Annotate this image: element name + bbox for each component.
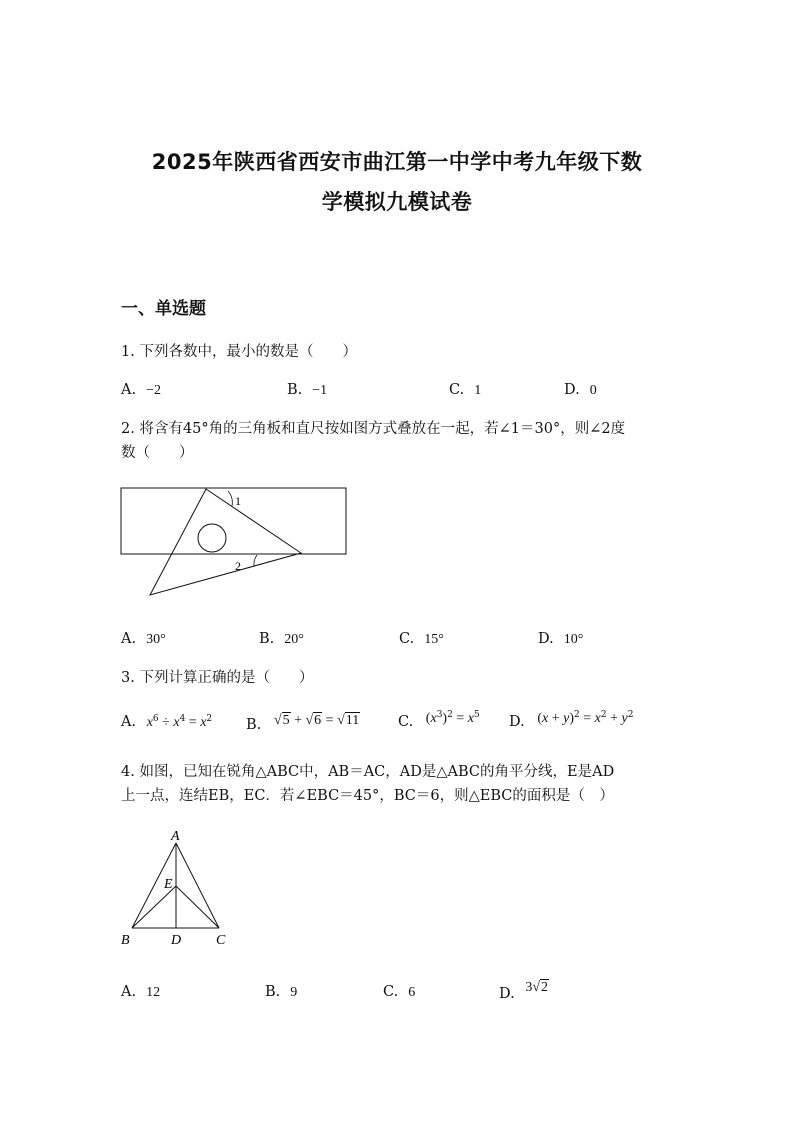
- segment-eb: [132, 886, 176, 928]
- q3-option-c-formula: (x3)2 = x5: [425, 710, 480, 726]
- paper-title-line2: 学模拟九模试卷: [321, 190, 473, 214]
- q3-option-a: A. $x^6 \div x^4 = x^2$: [121, 714, 213, 730]
- q4-option-b: B. 9: [265, 984, 298, 1000]
- question-2-stem-line2: 数（ ）: [121, 445, 194, 461]
- point-a-label: A: [171, 829, 180, 844]
- angle-2-label: 2: [235, 559, 241, 573]
- q3-option-b: B. √5 + √6 = √11: [246, 713, 360, 733]
- q1-option-c: C. 1: [449, 382, 482, 398]
- q3-option-a-formula: $x^6 \div x^4 = x^2$: [146, 714, 213, 730]
- q3-option-d-formula: (x + y)2 = x2 + y2: [537, 710, 634, 726]
- q2-option-a: A. 30°: [121, 631, 166, 647]
- question-4-stem-line2: 上一点，连结EB，EC．若∠EBC＝45°，BC＝6，则△EBC的面积是（ ）: [121, 788, 614, 804]
- q3-option-b-formula: √5 + √6 = √11: [273, 713, 360, 728]
- set-square-hole: [198, 524, 226, 552]
- point-d-label: D: [171, 933, 182, 948]
- segment-ec: [176, 886, 219, 928]
- point-e-label: E: [164, 877, 173, 892]
- q2-option-d: D. 10°: [538, 631, 584, 647]
- angle-1-label: 1: [235, 494, 241, 508]
- q3-option-d: D. $^{(x + y)^2 = x^2 + y^2}$: [509, 710, 634, 730]
- q4-triangle-figure: [118, 826, 238, 948]
- q3-option-c: C. $^{(x^3)^2 = x^5}$: [398, 710, 480, 730]
- q4-option-d-formula: 3√2: [525, 980, 549, 995]
- q2-option-b: B. 20°: [259, 631, 304, 647]
- q4-option-d: D. 3√2: [499, 980, 549, 1002]
- question-3-stem: 3. 下列计算正确的是（ ）: [121, 670, 314, 686]
- question-1-stem: 1. 下列各数中，最小的数是（ ）: [121, 344, 357, 360]
- point-b-label: B: [121, 933, 130, 948]
- q4-option-a: A. 12: [121, 984, 161, 1000]
- segment-ac: [176, 843, 219, 928]
- point-c-label: C: [216, 933, 226, 948]
- q2-option-c: C. 15°: [399, 631, 444, 647]
- section-heading: 一、单选题: [121, 299, 206, 319]
- q1-option-b: B. −1: [287, 382, 328, 398]
- q1-option-a: A. −2: [121, 382, 161, 398]
- question-2-stem-line1: 2. 将含有45°角的三角板和直尺按如图方式叠放在一起，若∠1＝30°，则∠2度: [121, 421, 626, 437]
- angle-2-arc: [254, 555, 257, 566]
- ruler-rectangle: [121, 488, 346, 554]
- question-4-stem-line1: 4. 如图，已知在锐角△ABC中，AB＝AC，AD是△ABC的角平分线，E是AD: [121, 764, 615, 780]
- paper-title-line1: 2025年陕西省西安市曲江第一中学中考九年级下数: [151, 150, 643, 174]
- q1-option-d: D. 0: [564, 382, 597, 398]
- q4-option-c: C. 6: [383, 984, 416, 1000]
- q2-ruler-triangle-figure: [120, 486, 350, 601]
